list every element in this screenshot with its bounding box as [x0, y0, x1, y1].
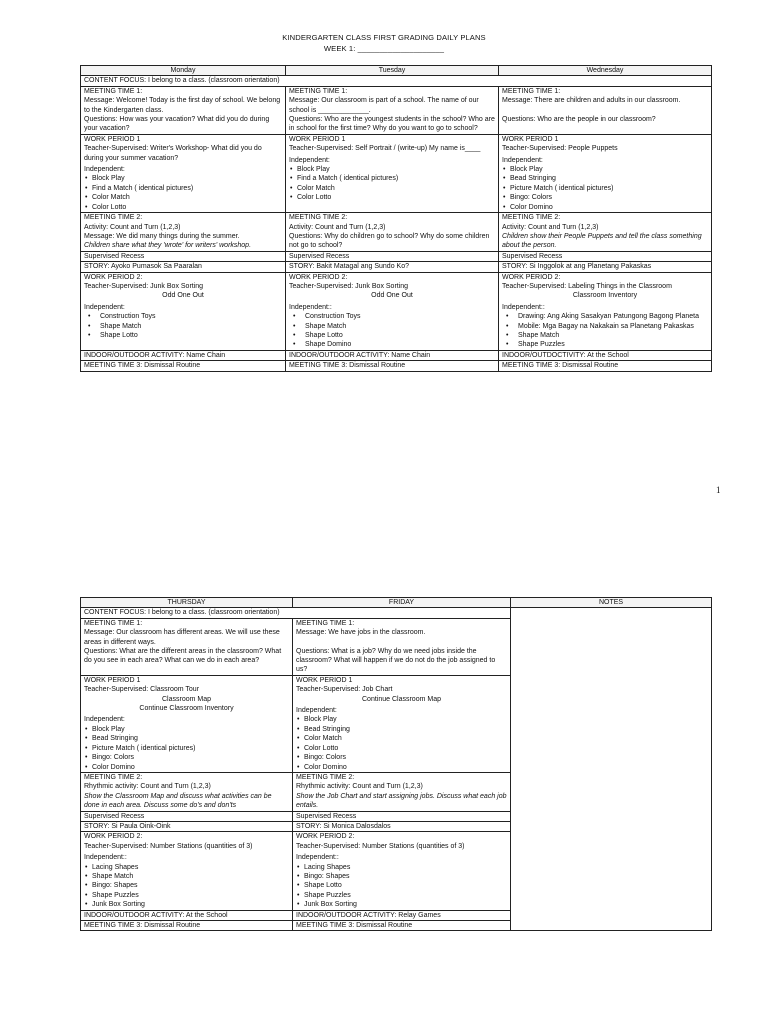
- meeting-text: Message: Welcome! Today is the first day of school. We belong to the Kindergarten class.: [84, 97, 281, 114]
- list-item: • Junk Box Sorting: [84, 900, 289, 909]
- teacher-supervised: Teacher-Supervised: Junk Box Sorting: [84, 282, 204, 290]
- meeting-text: Message: There are children and adults in our classroom.: [502, 97, 681, 105]
- list-item: • Find a Match ( identical pictures): [289, 174, 495, 183]
- independent-label: Independent::: [84, 854, 127, 862]
- independent-label: Independent:: [502, 156, 543, 164]
- teacher-supervised-more: Classroom Inventory: [572, 292, 638, 300]
- list-item: • Picture Match ( identical pictures): [84, 744, 289, 753]
- day-header: Tuesday: [286, 66, 499, 76]
- list-item: • Bingo: Shapes: [84, 881, 289, 890]
- week-label: WEEK 1: ____________________: [323, 43, 445, 53]
- meeting-label: MEETING TIME 2:: [84, 214, 143, 222]
- teacher-supervised: Teacher-Supervised: Classroom Tour: [84, 686, 200, 694]
- meeting-text: Questions: Who are the people in our classroom?: [502, 115, 656, 123]
- meeting-time-2-row: [81, 213, 712, 252]
- activity-list: [296, 715, 507, 771]
- work-period-2-row: [81, 272, 712, 350]
- meeting-note: Show the Classroom Map and discuss what activities can be done in each area. Discuss some do's and don'ts: [84, 792, 272, 810]
- list-item: • Shape Lotto: [84, 331, 282, 340]
- activity-text: Rhythmic activity: Count and Turn (1,2,3): [296, 783, 423, 791]
- list-item: • Color Lotto: [84, 203, 282, 212]
- indoor-outdoor-row-cell: INDOOR/OUTDOOR ACTIVITY: At the School: [81, 910, 293, 920]
- meeting-note: Children show their People Puppets and tell the class something about the person.: [502, 232, 702, 250]
- list-item: • Block Play: [84, 725, 289, 734]
- work-period-label: WORK PERIOD 1: [84, 676, 141, 684]
- list-item: • Bingo: Colors: [296, 753, 507, 762]
- page-number: 1: [716, 485, 721, 495]
- independent-label: Independent:: [296, 707, 337, 715]
- list-item: • Shape Lotto: [289, 331, 495, 340]
- activity-list: [296, 863, 507, 910]
- list-item: • Shape Match: [84, 872, 289, 881]
- teacher-supervised: Teacher-Supervised: Self Portrait / (write-up) My name is____: [289, 145, 481, 153]
- activity-list: [502, 312, 708, 350]
- work-period-2-row-cell: [286, 272, 499, 350]
- list-item: • Bingo: Shapes: [296, 872, 507, 881]
- activity-list: [502, 165, 708, 212]
- meeting-label: MEETING TIME 1:: [289, 87, 348, 95]
- meeting-label: MEETING TIME 1:: [84, 619, 143, 627]
- list-item: • Bead Stringing: [502, 174, 708, 183]
- list-item: • Color Domino: [502, 203, 708, 212]
- work-period-2-row-cell: [293, 832, 511, 910]
- activity-list: [289, 165, 495, 203]
- meeting-text: Questions: What is a job? Why do we need jobs inside the classroom? What will happen if we do not do the job assigned to us?: [296, 647, 496, 674]
- teacher-supervised: Teacher-Supervised: Number Stations (quantities of 3): [84, 842, 253, 850]
- meeting-label: MEETING TIME 2:: [289, 214, 348, 222]
- list-item: • Shape Lotto: [296, 881, 507, 890]
- content-focus-row: [81, 608, 712, 618]
- story-row-cell: STORY: Bakit Matagal ang Sundo Ko?: [286, 262, 499, 272]
- independent-label: Independent:: [84, 716, 125, 724]
- day-header: THURSDAY: [81, 598, 293, 608]
- meeting-time-2-row-cell: [81, 213, 286, 252]
- independent-label: Independent::: [502, 303, 545, 311]
- teacher-supervised: Teacher-Supervised: Number Stations (quantities of 3): [296, 842, 465, 850]
- work-period-label: WORK PERIOD 1: [502, 135, 559, 143]
- meeting-time-2-row-cell: [81, 772, 293, 811]
- recess-row-cell: Supervised Recess: [499, 251, 712, 261]
- content-focus-row: [81, 76, 712, 86]
- independent-label: Independent::: [296, 854, 339, 862]
- work-period-label: WORK PERIOD 2:: [289, 273, 348, 281]
- work-period-label: WORK PERIOD 2:: [84, 833, 143, 841]
- teacher-supervised-more: Classroom Map: [161, 695, 211, 703]
- recess-row-cell: Supervised Recess: [81, 251, 286, 261]
- recess-row-cell: Supervised Recess: [81, 811, 293, 821]
- story-row-cell: STORY: Si Inggolok at ang Planetang Pakaskas: [499, 262, 712, 272]
- work-period-label: WORK PERIOD 1: [289, 135, 346, 143]
- meeting-time-1-row-cell: [81, 86, 286, 134]
- work-period-2-row-cell: [81, 272, 286, 350]
- meeting-time-3-row-cell: MEETING TIME 3: Dismissal Routine: [499, 361, 712, 371]
- list-item: • Construction Toys: [289, 312, 495, 321]
- list-item: • Junk Box Sorting: [296, 900, 507, 909]
- meeting-time-1-row-cell: [293, 618, 511, 675]
- list-item: • Shape Match: [84, 322, 282, 331]
- indoor-outdoor-row-cell: INDOOR/OUTDOOR ACTIVITY: Name Chain: [286, 350, 499, 360]
- meeting-time-3-row: [81, 361, 712, 371]
- activity-list: [289, 312, 495, 350]
- story-row-cell: STORY: Ayoko Pumasok Sa Paaralan: [81, 262, 286, 272]
- meeting-time-2-row-cell: [499, 213, 712, 252]
- meeting-text: Questions: How was your vacation? What did you do during your vacation?: [84, 116, 270, 133]
- story-row-cell: STORY: Si Paula Oink-Oink: [81, 821, 293, 831]
- meeting-label: MEETING TIME 2:: [296, 773, 355, 781]
- work-period-label: WORK PERIOD 1: [296, 676, 353, 684]
- activity-list: [84, 725, 289, 772]
- list-item: • Lacing Shapes: [296, 863, 507, 872]
- list-item: • Shape Puzzles: [296, 891, 507, 900]
- list-item: • Color Domino: [84, 763, 289, 772]
- document-title: [0, 33, 768, 54]
- list-item: • Construction Toys: [84, 312, 282, 321]
- plan-table-body: [81, 598, 712, 931]
- teacher-supervised: Teacher-Supervised: Writer's Workshop- What did you do during your summer vacation?: [84, 145, 262, 162]
- list-item: • Shape Match: [289, 322, 495, 331]
- teacher-supervised: Teacher-Supervised: People Puppets: [502, 145, 618, 153]
- list-item: • Color Match: [84, 193, 282, 202]
- list-item: • Shape Domino: [289, 340, 495, 349]
- meeting-text: Questions: What are the different areas in the classroom? What do you see in each area? What can we do in each area?: [84, 648, 282, 665]
- activity-text: Activity: Count and Turn (1,2,3): [84, 223, 181, 231]
- teacher-supervised-more: Continue Classroom Inventory: [139, 705, 234, 713]
- list-item: • Block Play: [84, 174, 282, 183]
- plan-table-week1-mon-wed: [80, 65, 712, 372]
- list-item: • Color Match: [289, 184, 495, 193]
- content-focus: CONTENT FOCUS: I belong to a class. (classroom orientation): [81, 608, 511, 618]
- meeting-time-3-row-cell: MEETING TIME 3: Dismissal Routine: [293, 921, 511, 931]
- story-row: [81, 262, 712, 272]
- list-item: • Picture Match ( identical pictures): [502, 184, 708, 193]
- meeting-time-3-row-cell: MEETING TIME 3: Dismissal Routine: [81, 921, 293, 931]
- day-header: NOTES: [511, 598, 712, 608]
- work-period-label: WORK PERIOD 2:: [502, 273, 561, 281]
- work-period-1-row: [81, 134, 712, 212]
- work-period-1-row-cell: [286, 134, 499, 212]
- list-item: • Shape Puzzles: [84, 891, 289, 900]
- recess-row: [81, 251, 712, 261]
- recess-row-cell: Supervised Recess: [293, 811, 511, 821]
- work-period-label: WORK PERIOD 2:: [296, 833, 355, 841]
- teacher-supervised-more: Continue Classroom Map: [362, 695, 441, 703]
- list-item: • Color Domino: [296, 763, 507, 772]
- list-item: • Lacing Shapes: [84, 863, 289, 872]
- list-item: • Find a Match ( identical pictures): [84, 184, 282, 193]
- list-item: • Drawing: Ang Aking Sasakyan Patungong Bagong Planeta: [502, 312, 708, 321]
- day-header-row: [81, 598, 712, 608]
- meeting-label: MEETING TIME 2:: [84, 773, 143, 781]
- meeting-time-3-row-cell: MEETING TIME 3: Dismissal Routine: [286, 361, 499, 371]
- work-period-2-row-cell: [499, 272, 712, 350]
- meeting-time-1-row-cell: [286, 86, 499, 134]
- indoor-outdoor-row-cell: INDOOR/OUTDOOR ACTIVITY: Name Chain: [81, 350, 286, 360]
- indoor-outdoor-row-cell: INDOOR/OUTDOCTIVITY: At the School: [499, 350, 712, 360]
- meeting-time-1-row: [81, 86, 712, 134]
- activity-list: [84, 174, 282, 212]
- day-header: Monday: [81, 66, 286, 76]
- list-item: • Color Match: [296, 734, 507, 743]
- activity-list: [84, 312, 282, 340]
- work-period-1-row-cell: [81, 134, 286, 212]
- meeting-note: Children share what they 'wrote' for writers' workshop.: [84, 242, 252, 250]
- list-item: • Bingo: Colors: [502, 193, 708, 202]
- meeting-text: Message: We have jobs in the classroom.: [296, 629, 426, 637]
- meeting-text: Message: Our classroom is part of a school. The name of our school is _____________.: [289, 97, 479, 114]
- work-period-label: WORK PERIOD 1: [84, 135, 141, 143]
- plan-table-week1-thu-fri: [80, 597, 712, 931]
- activity-text: Activity: Count and Turn (1,2,3): [289, 223, 386, 231]
- independent-label: Independent:: [84, 303, 125, 311]
- meeting-label: MEETING TIME 1:: [296, 619, 355, 627]
- day-header: FRIDAY: [293, 598, 511, 608]
- recess-row-cell: Supervised Recess: [286, 251, 499, 261]
- work-period-label: WORK PERIOD 2:: [84, 273, 143, 281]
- meeting-time-2-row-cell: [286, 213, 499, 252]
- meeting-time-1-row-cell: [81, 618, 293, 675]
- teacher-supervised-more: Odd One Out: [162, 292, 204, 300]
- independent-label: Independent:: [84, 166, 125, 174]
- day-header-row: [81, 66, 712, 76]
- work-period-2-row-cell: [81, 832, 293, 910]
- list-item: • Block Play: [296, 715, 507, 724]
- list-item: • Shape Match: [502, 331, 708, 340]
- list-item: • Bingo: Colors: [84, 753, 289, 762]
- story-row-cell: STORY: Si Monica Dalosdalos: [293, 821, 511, 831]
- content-focus: CONTENT FOCUS: I belong to a class. (classroom orientation): [81, 76, 712, 86]
- plan-title: KINDERGARTEN CLASS FIRST GRADING DAILY PLANS: [282, 33, 486, 42]
- independent-label: Independent::: [289, 303, 332, 311]
- work-period-1-row-cell: [499, 134, 712, 212]
- meeting-text: Questions: Why do children go to school? Why do some children not go to school?: [289, 232, 490, 250]
- teacher-supervised-more: Odd One Out: [371, 292, 413, 300]
- work-period-1-row-cell: [81, 675, 293, 772]
- meeting-text: Message: Our classroom has different areas. We will use these areas in different ways.: [84, 629, 280, 646]
- plan-table-body: [81, 66, 712, 372]
- meeting-time-1-row-cell: [499, 86, 712, 134]
- list-item: • Block Play: [502, 165, 708, 174]
- teacher-supervised: Teacher-Supervised: Job Chart: [296, 686, 393, 694]
- meeting-note: Show the Job Chart and start assigning jobs. Discuss what each job entails.: [296, 792, 507, 810]
- indoor-outdoor-row: [81, 350, 712, 360]
- list-item: • Block Play: [289, 165, 495, 174]
- meeting-time-2-row-cell: [293, 772, 511, 811]
- list-item: • Shape Puzzles: [502, 340, 708, 349]
- meeting-label: MEETING TIME 1:: [502, 87, 561, 95]
- independent-label: Independent:: [289, 156, 330, 164]
- work-period-1-row-cell: [293, 675, 511, 772]
- teacher-supervised: Teacher-Supervised: Junk Box Sorting: [289, 282, 409, 290]
- list-item: • Mobile: Mga Bagay na Nakakain sa Planetang Pakaskas: [502, 322, 708, 331]
- meeting-label: MEETING TIME 1:: [84, 87, 143, 95]
- list-item: • Color Lotto: [289, 193, 495, 202]
- indoor-outdoor-row-cell: INDOOR/OUTDOOR ACTIVITY: Relay Games: [293, 910, 511, 920]
- activity-text: Rhythmic activity: Count and Turn (1,2,3): [84, 783, 211, 791]
- day-header: Wednesday: [499, 66, 712, 76]
- activity-text: Activity: Count and Turn (1,2,3): [502, 223, 599, 231]
- meeting-label: MEETING TIME 2:: [502, 214, 561, 222]
- meeting-text: Questions: Who are the youngest students in the school? Who are in school for the first time? Why do you want to go to school?: [289, 116, 495, 133]
- teacher-supervised: Teacher-Supervised: Labeling Things in the Classroom: [502, 282, 672, 290]
- list-item: • Bead Stringing: [296, 725, 507, 734]
- list-item: • Color Lotto: [296, 744, 507, 753]
- meeting-text: Message: We did many things during the summer.: [84, 232, 240, 240]
- meeting-time-3-row-cell: MEETING TIME 3: Dismissal Routine: [81, 361, 286, 371]
- list-item: • Bead Stringing: [84, 734, 289, 743]
- activity-list: [84, 863, 289, 910]
- notes-column: [511, 608, 712, 931]
